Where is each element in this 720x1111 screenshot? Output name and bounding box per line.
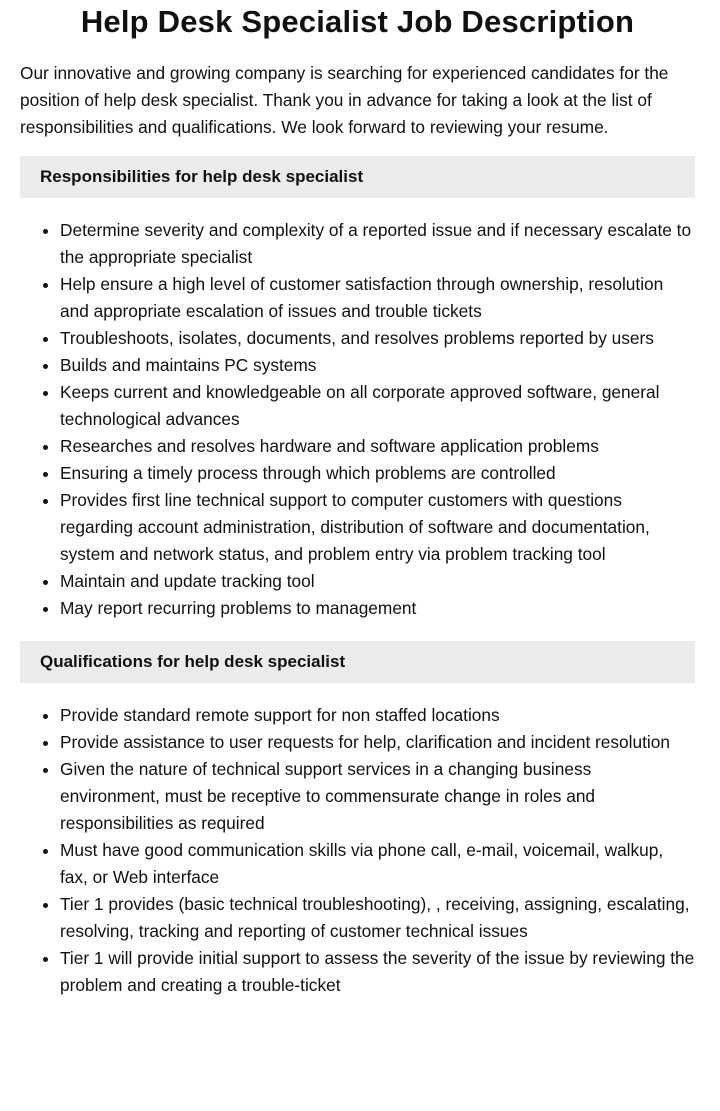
page-title: Help Desk Specialist Job Description: [80, 4, 635, 39]
responsibilities-heading: Responsibilities for help desk specialist: [20, 156, 695, 198]
list-item: • Given the nature of technical support services in a changing business environment, must be receptive to commensurate change in roles and responsibilities as required: [60, 756, 695, 837]
list-item: • Provides first line technical support to computer customers with questions regarding account administration, distribution of software and documentation, system and network status, and problem entry via problem tracking tool: [60, 487, 695, 568]
qualifications-heading: Qualifications for help desk specialist: [20, 641, 695, 683]
list-item: • Troubleshoots, isolates, documents, and resolves problems reported by users: [60, 325, 695, 352]
responsibilities-list: [20, 217, 695, 622]
list-item: • Tier 1 provides (basic technical troubleshooting), , receiving, assigning, escalating, resolving, tracking and reporting of customer technical issues: [60, 891, 695, 945]
list-item: • Builds and maintains PC systems: [60, 352, 695, 379]
list-item: • May report recurring problems to management: [60, 595, 695, 622]
list-item: • Determine severity and complexity of a reported issue and if necessary escalate to the appropriate specialist: [60, 217, 695, 271]
list-item: • Tier 1 will provide initial support to assess the severity of the issue by reviewing the problem and creating a trouble-ticket: [60, 945, 695, 999]
list-item: • Ensuring a timely process through which problems are controlled: [60, 460, 695, 487]
list-item: • Researches and resolves hardware and software application problems: [60, 433, 695, 460]
list-item: • Maintain and update tracking tool: [60, 568, 695, 595]
list-item: • Must have good communication skills via phone call, e-mail, voicemail, walkup, fax, or Web interface: [60, 837, 695, 891]
qualifications-list: [20, 702, 695, 999]
list-item: • Provide standard remote support for non staffed locations: [60, 702, 695, 729]
list-item: • Provide assistance to user requests for help, clarification and incident resolution: [60, 729, 695, 756]
intro-paragraph: Our innovative and growing company is searching for experienced candidates for the position of help desk specialist. Thank you in advance for taking a look at the list of responsibilities and qualifications. We look forward to reviewing your resume.: [20, 63, 669, 137]
list-item: • Keeps current and knowledgeable on all corporate approved software, general technological advances: [60, 379, 695, 433]
list-item: • Help ensure a high level of customer satisfaction through ownership, resolution and appropriate escalation of issues and trouble tickets: [60, 271, 695, 325]
